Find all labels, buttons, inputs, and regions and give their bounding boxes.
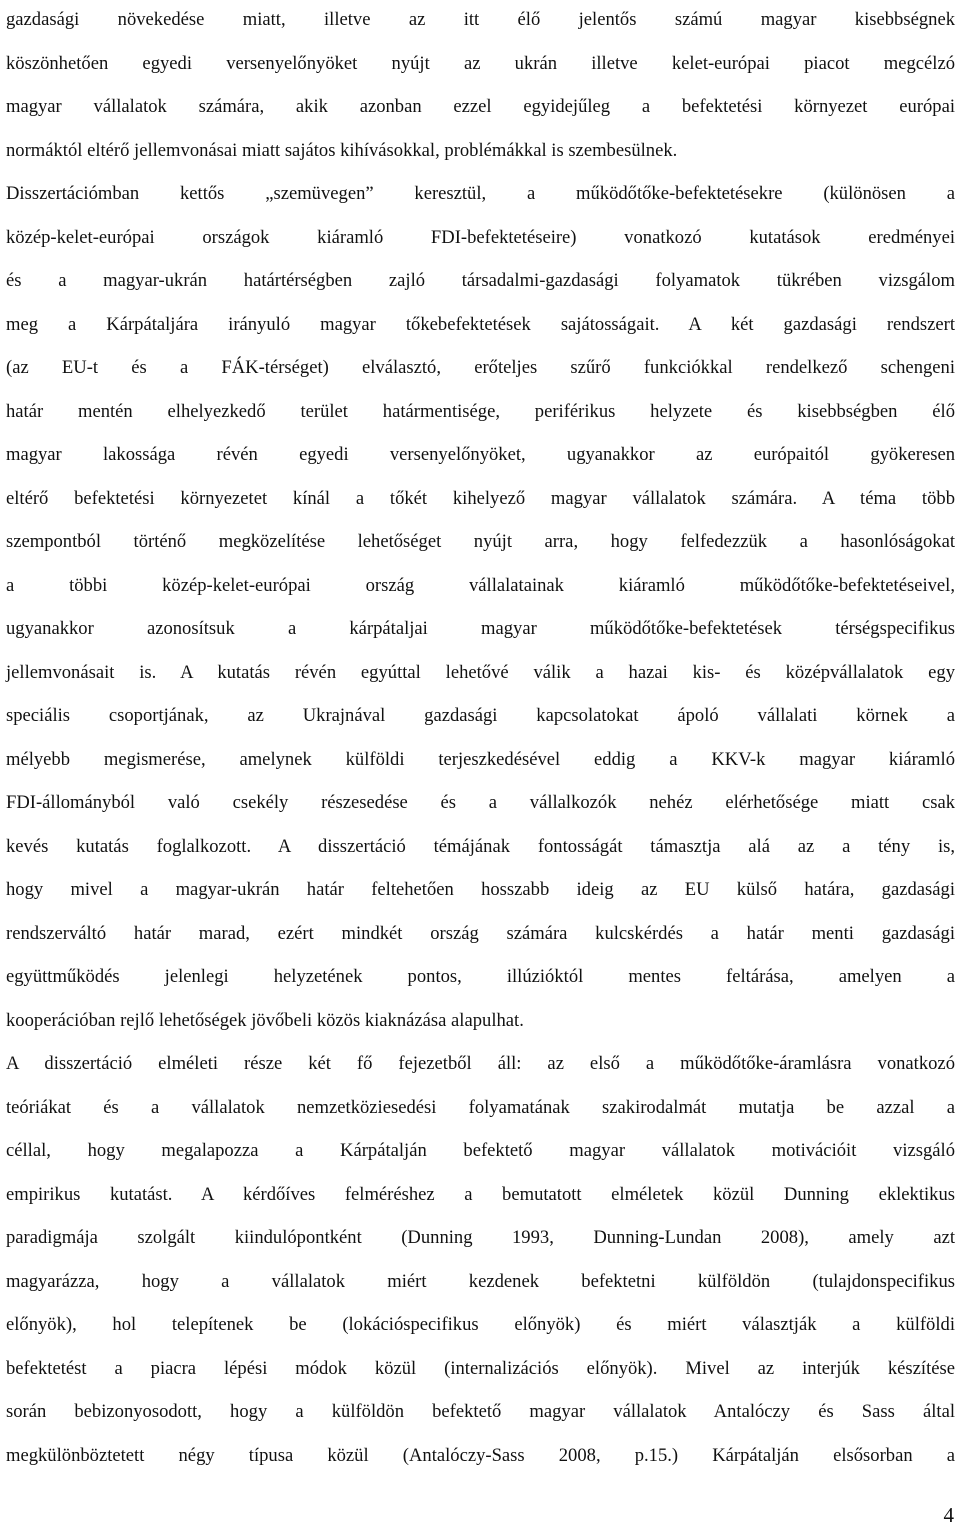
text-line: és a magyar-ukrán határtérségben zajló társadalmi-gazdasági folyamatok tükrében vizsgálom (6, 270, 955, 291)
text-line: jellemvonásait is. A kutatás révén egyúttal lehetővé válik a hazai kis- és középvállalatok egy (6, 661, 955, 683)
text-line: normáktól eltérő jellemvonásai miatt sajátos kihívásokkal, problémákkal is szembesülnek. (6, 139, 678, 161)
text-line: előnyök), hol telepítenek be (lokációspecifikus előnyök) és miért választják a külföldi (6, 1314, 955, 1335)
text-line: ugyanakkor azonosítsuk a kárpátaljai magyar működőtőke-befektetések térségspecifikus (6, 618, 955, 639)
text-line: paradigmája szolgált kiindulópontként (Dunning 1993, Dunning-Lundan 2008), amely azt (6, 1227, 955, 1248)
text-line: gazdasági növekedése miatt, illetve az itt élő jelentős számú magyar kisebbségnek (6, 9, 955, 30)
text-line: magyarázza, hogy a vállalatok miért kezdenek befektetni külföldön (tulajdonspecifikus (6, 1270, 955, 1292)
text-line: során bebizonyosodott, hogy a külföldön befektető magyar vállalatok Antalóczy és Sass által (6, 1401, 955, 1422)
text-line: határ mentén elhelyezkedő terület határmentisége, periférikus helyzete és kisebbségben élő (6, 400, 955, 422)
text-line: hogy mivel a magyar-ukrán határ feltehetően hosszabb ideig az EU külső határa, gazdasági (6, 879, 955, 900)
text-line: közép-kelet-európai országok kiáramló FDI-befektetéseire) vonatkozó kutatások eredményei (6, 226, 955, 248)
text-line: eltérő befektetési környezetet kínál a tőkét kihelyező magyar vállalatok számára. A téma több (6, 487, 955, 509)
text-line: befektetést a piacra lépési módok közül (internalizációs előnyök). Mivel az interjúk készítése (6, 1357, 955, 1379)
text-line: empirikus kutatást. A kérdőíves felméréshez a bemutatott elméletek közül Dunning eklektikus (6, 1183, 955, 1205)
text-line: céllal, hogy megalapozza a Kárpátalján befektető magyar vállalatok motivációit vizsgáló (6, 1140, 955, 1161)
text-line: FDI-állományból való csekély részesedése és a vállalkozók nehéz elérhetősége miatt csak (6, 792, 955, 813)
text-line: mélyebb megismerése, amelynek külföldi terjeszkedésével eddig a KKV-k magyar kiáramló (6, 748, 955, 770)
text-line: A disszertáció elméleti része két fő fejezetből áll: az első a működőtőke-áramlásra vonatkozó (6, 1053, 955, 1074)
text-line: együttműködés jelenlegi helyzetének pontos, illúzióktól mentes feltárása, amelyen a (6, 966, 955, 987)
text-line: meg a Kárpátaljára irányuló magyar tőkebefektetések sajátosságait. A két gazdasági rendszert (6, 313, 955, 335)
text-line: a többi közép-kelet-európai ország vállalatainak kiáramló működőtőke-befektetéseivel, (6, 574, 955, 596)
text-line: szempontból történő megközelítése lehetőséget nyújt arra, hogy felfedezzük a hasonlóságokat (6, 531, 955, 552)
text-line: köszönhetően egyedi versenyelőnyöket nyújt az ukrán illetve kelet-európai piacot megcélzó (6, 52, 955, 74)
text-line: speciális csoportjának, az Ukrajnával gazdasági kapcsolatokat ápoló vállalati körnek a (6, 705, 955, 726)
text-line: teóriákat és a vállalatok nemzetköziesedési folyamatának szakirodalmát mutatja be azzal a (6, 1096, 955, 1118)
text-line: megkülönböztetett négy típusa közül (Antalóczy-Sass 2008, p.15.) Kárpátalján elsősorban a (6, 1444, 955, 1466)
text-line: kevés kutatás foglalkozott. A disszertáció témájának fontosságát támasztja alá az a tény is, (6, 835, 955, 857)
text-line: rendszerváltó határ marad, ezért mindkét ország számára kulcskérdés a határ menti gazdasági (6, 922, 955, 944)
page-number: 4 (943, 1503, 954, 1527)
text-line: kooperációban rejlő lehetőségek jövőbeli közös kiaknázása alapulhat. (6, 1009, 524, 1031)
text-line: Disszertációmban kettős „szemüvegen” keresztül, a működőtőke-befektetésekre (különösen a (6, 183, 955, 204)
text-line: magyar lakossága révén egyedi versenyelőnyöket, ugyanakkor az európaitól gyökeresen (6, 444, 955, 465)
text-line: magyar vállalatok számára, akik azonban ezzel egyidejűleg a befektetési környezet európai (6, 96, 955, 117)
document-body (6, 0, 955, 1477)
text-line: (az EU-t és a FÁK-térséget) elválasztó, erőteljes szűrő funkciókkal rendelkező schengeni (6, 357, 955, 378)
